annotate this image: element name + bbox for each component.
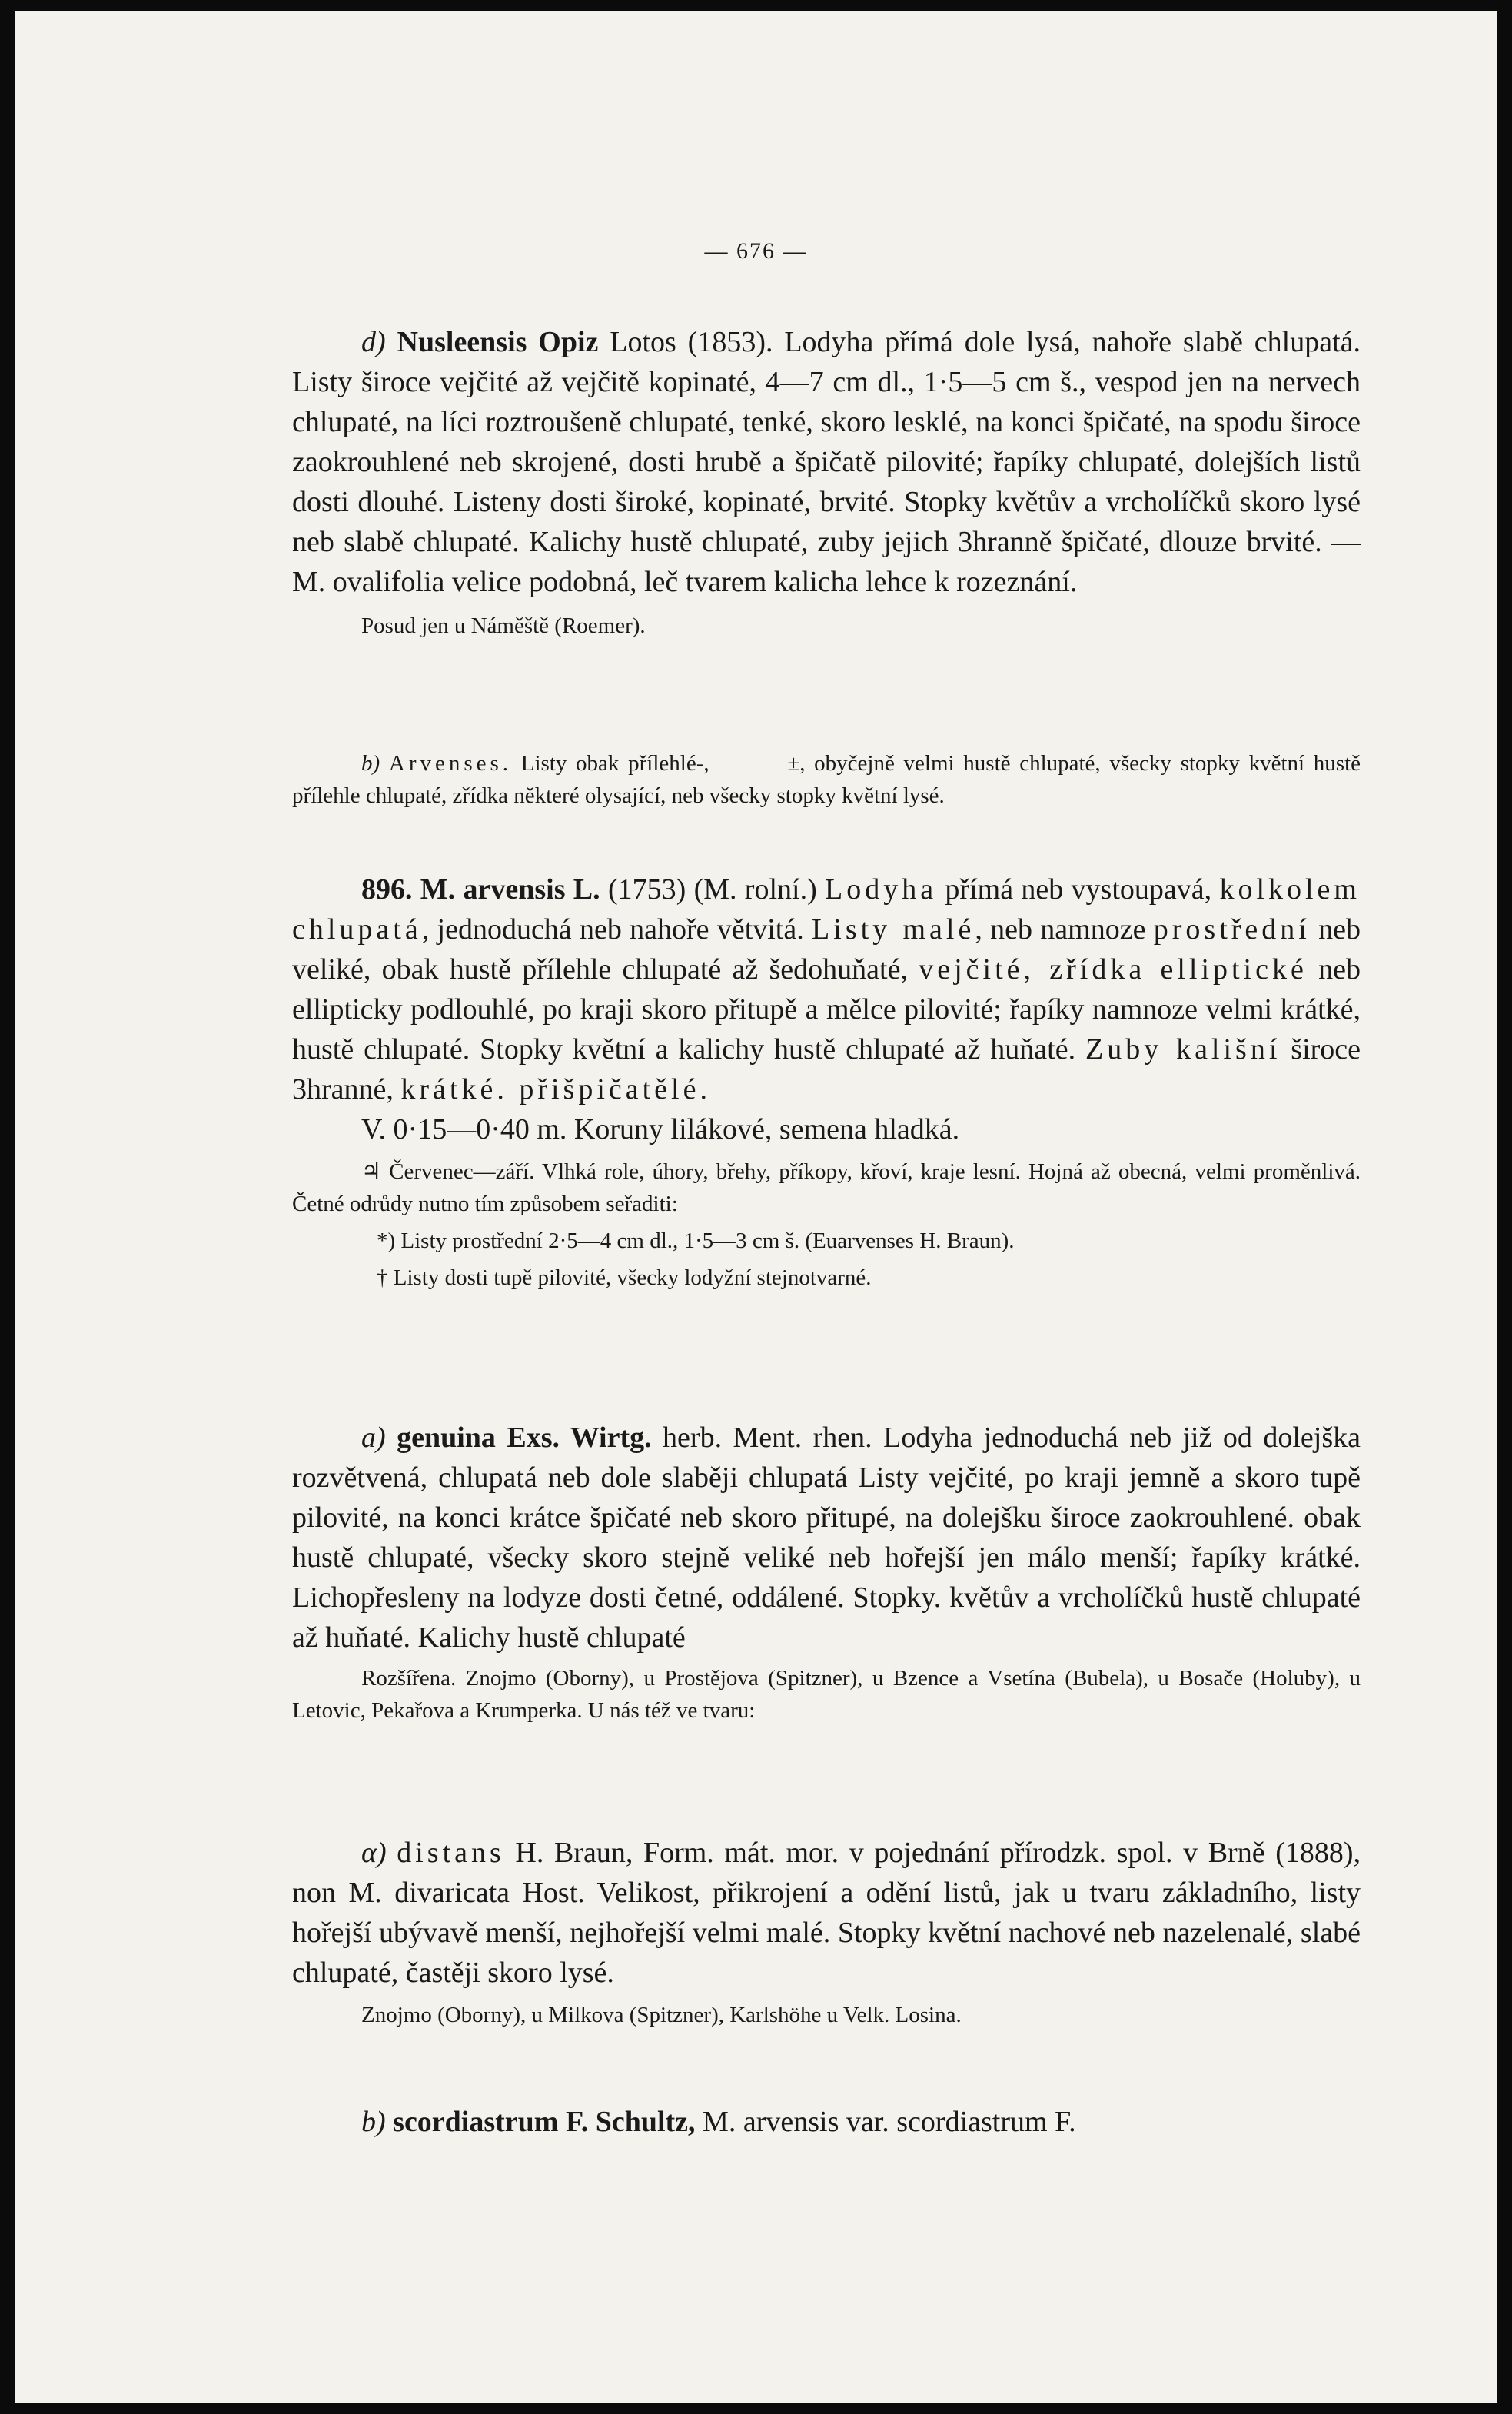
group-text-after: , obyčejně velmi hustě chlupaté, všecky stopky květní hustě přílehle chlupaté, zřídka některé olysající, neb všecky stopky květní lysé.: [292, 751, 1361, 808]
variety-b-description: [292, 2102, 1361, 2142]
variety-name: scordiastrum F. Schultz,: [393, 2106, 696, 2138]
variety-text: herb. Ment. rhen. Lodyha jednoduchá neb již od dolejška rozvětvená, chlupatá neb dole slaběji chlupatá Listy vejčité, po kraji jemně a skoro tupě pilovité, na konci krátce špičaté neb skoro přitupé, na dolejšku široce zaokrouhlené. obak hustě chlupaté, všecky skoro stejně veliké neb hořejší jen málo menší; řapíky krátké. Lichopřesleny na lodyze dosti četné, oddálené. Stopky. květův a vrcholíčků hustě chlupaté až huňaté. Kalichy hustě chlupaté: [292, 1421, 1361, 1654]
form-description: [292, 1833, 1361, 1993]
plus-minus-symbol: ±: [787, 751, 800, 776]
form-text: H. Braun, Form. mát. mor. v pojednání přírodzk. spol. v Brně (1888), non M. divaricata Host. Velikost, přikrojení a odění listů, jak u tvaru základního, listy hořejší ubývavě menší, nejhořejší velmi malé. Stopky květní nachové neb nazelenalé, slabé chlupaté, častěji skoro lysé.: [292, 1837, 1361, 1989]
footnote-asterisk: *) Listy prostřední 2·5—4 cm dl., 1·5—3 cm š. (Euarvenses H. Braun).: [377, 1229, 1015, 1253]
form-letter: α): [361, 1837, 387, 1869]
variety-d-locality: Posud jen u Náměště (Roemer).: [361, 613, 646, 638]
group-letter: b): [361, 751, 380, 776]
group-name: Arvenses.: [388, 751, 513, 776]
species-size: V. 0·15—0·40 m. Koruny lilákové, semena hladká.: [361, 1113, 960, 1145]
variety-d-nusleensis: [292, 322, 1361, 642]
variety-text: M. arvensis var. scordiastrum F.: [695, 2106, 1076, 2138]
species-description: 896. M. arvensis L. (1753) (M. rolní.) Lodyha přímá neb vystoupavá, kolkolem chlupatá, jednoduchá neb nahoře větvitá. Listy malé, neb namnoze prostřední neb veliké, obak hustě přílehle chlupaté až šedohuňaté, vejčité, zřídka elliptické neb ellipticky podlouhlé, po kraji skoro přitupě a mělce pilovité; řapíky namnoze velmi krátké, hustě chlupaté. Stopky květní a kalichy hustě chlupaté až huňaté. Zuby kališní široce 3hranné, krátké. přišpičatělé.: [292, 873, 1361, 1106]
footnote-dagger: † Listy dosti tupě pilovité, všecky lodyžní stejnotvarné.: [377, 1265, 872, 1290]
book-page: [15, 11, 1497, 2403]
variety-letter: d): [361, 326, 386, 358]
variety-d-description: [292, 322, 1361, 602]
group-arvenses: [292, 747, 1361, 812]
variety-letter: b): [361, 2106, 386, 2138]
variety-b-scordiastrum: [292, 2102, 1361, 2142]
variety-a-locality: Rozšířena. Znojmo (Oborny), u Prostějova (Spitzner), u Bzence a Vsetína (Bubela), u Bosače (Holuby), u Letovic, Pekařova a Krumperka. U nás též ve tvaru:: [292, 1666, 1361, 1723]
species-896-arvensis: [292, 870, 1361, 1294]
group-arvenses-description: [292, 747, 1361, 812]
variety-letter: a): [361, 1421, 386, 1454]
form-locality: Znojmo (Oborny), u Milkova (Spitzner), Karlshöhe u Velk. Losina.: [361, 2003, 962, 2027]
page-number: — 676 —: [704, 238, 808, 264]
variety-a-genuina: [292, 1418, 1361, 1727]
form-name: distans: [397, 1837, 505, 1869]
group-text-before: Listy obak přílehlé-,: [512, 751, 709, 776]
variety-text: Lotos (1853). Lodyha přímá dole lysá, nahoře slabě chlupatá. Listy široce vejčité až vejčitě kopinaté, 4—7 cm dl., 1·5—5 cm š., vespod jen na nervech chlupaté, na líci roztroušeně chlupaté, tenké, skoro lesklé, na konci špičaté, na spodu široce zaokrouhlené neb skrojené, dosti hrubě a špičatě pilovité; řapíky chlupaté, dolejších listů dosti dlouhé. Listeny dosti široké, kopinaté, brvité. Stopky květův a vrcholíčků skoro lysé neb slabě chlupaté. Kalichy hustě chlupaté, zuby jejich 3hranně špičaté, dlouze brvité. — M. ovalifolia velice podobná, leč tvarem kalicha lehce k rozeznání.: [292, 326, 1361, 598]
variety-a-description: [292, 1418, 1361, 1658]
variety-name: genuina Exs. Wirtg.: [397, 1421, 652, 1454]
form-alpha-distans: [292, 1833, 1361, 2031]
species-number-name: 896. M. arvensis L.: [361, 873, 600, 906]
variety-name: Nusleensis Opiz: [397, 326, 599, 358]
species-ecology: ♃ Červenec—září. Vlhká role, úhory, břehy, příkopy, křoví, kraje lesní. Hojná až obecná, velmi proměnlivá. Četné odrůdy nutno tím způsobem seřaditi:: [292, 1159, 1361, 1216]
